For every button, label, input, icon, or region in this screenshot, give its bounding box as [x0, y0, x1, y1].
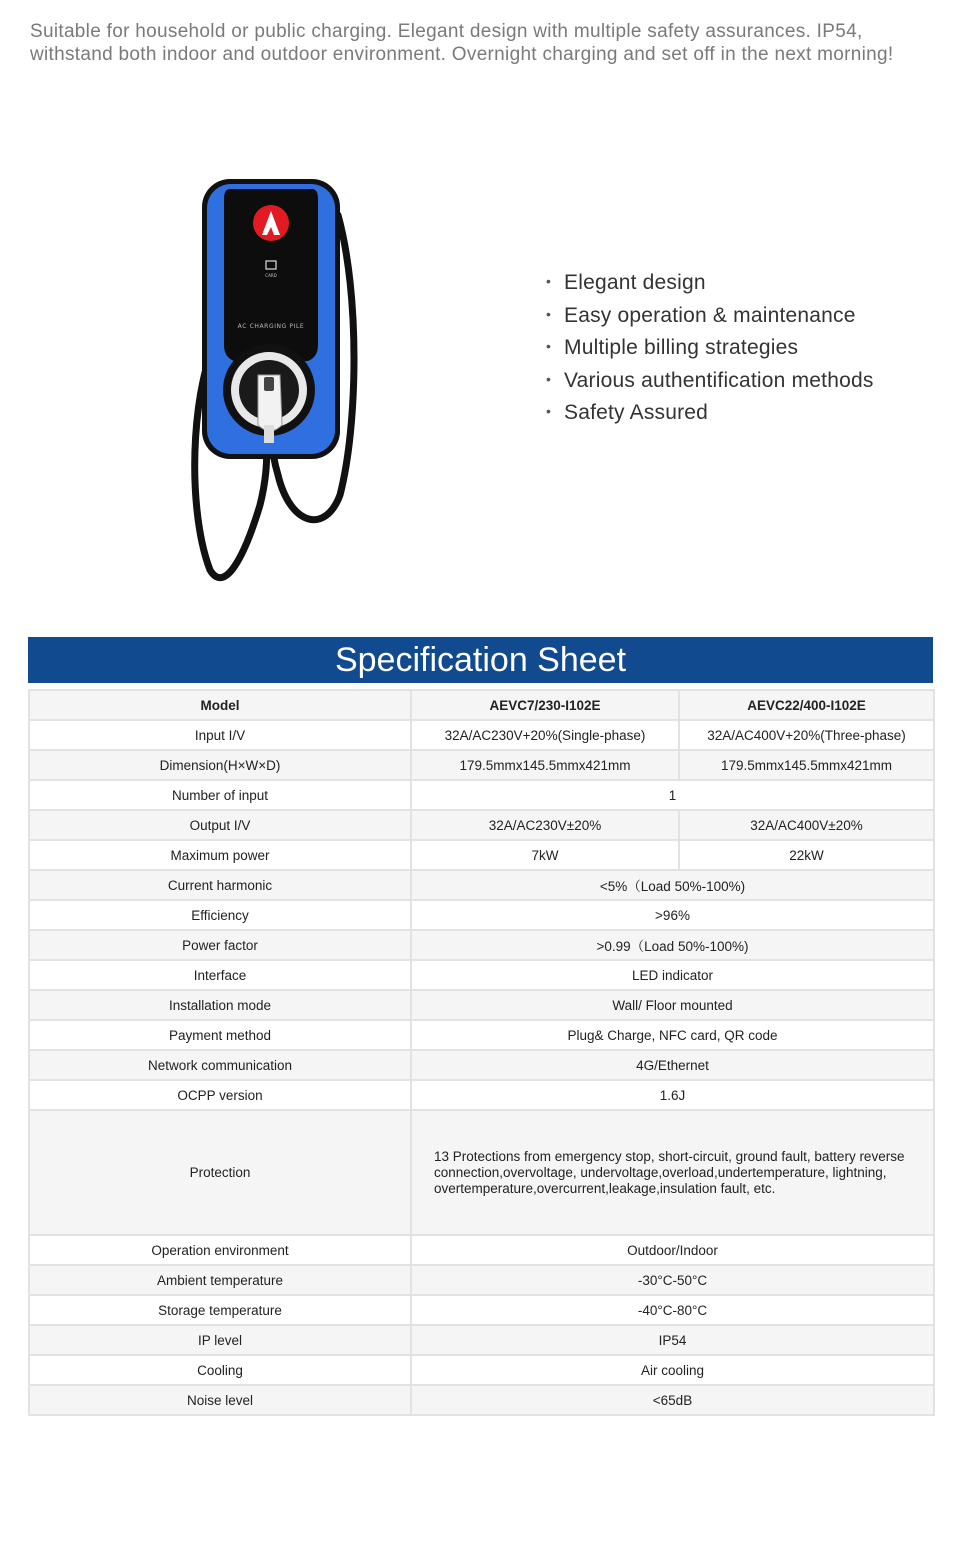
spec-cell: Power factor: [29, 930, 411, 960]
spec-cell: 179.5mmx145.5mmx421mm: [679, 750, 934, 780]
spec-cell: Protection: [29, 1110, 411, 1235]
spec-row: [29, 720, 934, 750]
feature-list: [546, 266, 874, 429]
spec-cell: Dimension(H×W×D): [29, 750, 411, 780]
spec-cell: 1.6J: [411, 1080, 934, 1110]
bullet-icon: •: [546, 273, 552, 289]
spec-row: [29, 1355, 934, 1385]
charger-image: [190, 175, 360, 585]
spec-cell: Efficiency: [29, 900, 411, 930]
spec-row: [29, 780, 934, 810]
bullet-icon: •: [546, 305, 552, 322]
spec-row: [29, 1050, 934, 1080]
spec-cell: -40°C-80°C: [411, 1295, 934, 1325]
spec-cell: 13 Protections from emergency stop, short-circuit, ground fault, battery reverse connection,overvoltage, undervoltage,overload,undertemperature, lightning, overtemperature,overcurrent,leakage,insulation fault, etc.: [411, 1110, 934, 1235]
spec-cell: Input I/V: [29, 720, 411, 750]
spec-row: [29, 990, 934, 1020]
spec-cell: 1: [411, 780, 934, 810]
spec-cell: 22kW: [679, 840, 934, 870]
spec-cell: OCPP version: [29, 1080, 411, 1110]
feature-text: Various authentification methods: [564, 368, 874, 392]
spec-row: [29, 810, 934, 840]
spec-cell: Interface: [29, 960, 411, 990]
spec-cell: Air cooling: [411, 1355, 934, 1385]
feature-item: [546, 331, 874, 364]
spec-cell: Installation mode: [29, 990, 411, 1020]
feature-text: Safety Assured: [564, 401, 709, 425]
spec-cell: AEVC22/400-I102E: [679, 690, 934, 720]
bullet-icon: •: [546, 370, 552, 387]
feature-item: [546, 396, 874, 429]
spec-row: [29, 1080, 934, 1110]
spec-cell: 32A/AC230V+20%(Single-phase): [411, 720, 679, 750]
bullet-icon: •: [546, 338, 552, 355]
spec-cell: Model: [29, 690, 411, 720]
spec-row: [29, 1020, 934, 1050]
spec-cell: -30°C-50°C: [411, 1265, 934, 1295]
spec-row: [29, 1325, 934, 1355]
spec-cell: 32A/AC230V±20%: [411, 810, 679, 840]
spec-row: [29, 870, 934, 900]
spec-cell: Plug& Charge, NFC card, QR code: [411, 1020, 934, 1050]
spec-cell: >96%: [411, 900, 934, 930]
spec-header-row: [29, 690, 934, 720]
spec-row: [29, 750, 934, 780]
spec-row: [29, 1295, 934, 1325]
spec-cell: Wall/ Floor mounted: [411, 990, 934, 1020]
spec-cell: >0.99（Load 50%-100%): [411, 930, 934, 960]
feature-text: Multiple billing strategies: [564, 336, 799, 360]
spec-row: [29, 960, 934, 990]
card-label: CARD: [265, 273, 277, 278]
feature-item: [546, 266, 874, 299]
spec-cell: LED indicator: [411, 960, 934, 990]
feature-text: Elegant design: [564, 271, 706, 294]
spec-cell: Number of input: [29, 780, 411, 810]
spec-table: [28, 689, 935, 1416]
spec-cell: 32A/AC400V+20%(Three-phase): [679, 720, 934, 750]
spec-cell: Network communication: [29, 1050, 411, 1080]
spec-cell: Outdoor/Indoor: [411, 1235, 934, 1265]
spec-cell: Payment method: [29, 1020, 411, 1050]
spec-cell: IP54: [411, 1325, 934, 1355]
spec-row: [29, 1265, 934, 1295]
spec-row: [29, 840, 934, 870]
spec-cell: 4G/Ethernet: [411, 1050, 934, 1080]
spec-cell: Ambient temperature: [29, 1265, 411, 1295]
spec-sheet-title: Specification Sheet: [28, 637, 933, 683]
spec-cell: Current harmonic: [29, 870, 411, 900]
spec-cell: 7kW: [411, 840, 679, 870]
panel-label: AC CHARGING PILE: [237, 323, 305, 330]
spec-cell: AEVC7/230-I102E: [411, 690, 679, 720]
feature-item: [546, 299, 874, 332]
bullet-icon: •: [546, 403, 552, 420]
spec-row: [29, 1235, 934, 1265]
spec-row: [29, 1110, 934, 1235]
spec-cell: <5%（Load 50%-100%): [411, 870, 934, 900]
spec-row: [29, 900, 934, 930]
spec-cell: <65dB: [411, 1385, 934, 1415]
spec-cell: Cooling: [29, 1355, 411, 1385]
spec-cell: Noise level: [29, 1385, 411, 1415]
spec-row: [29, 1385, 934, 1415]
spec-cell: Storage temperature: [29, 1295, 411, 1325]
spec-cell: Operation environment: [29, 1235, 411, 1265]
spec-cell: Output I/V: [29, 810, 411, 840]
feature-item: [546, 364, 874, 397]
spec-cell: 179.5mmx145.5mmx421mm: [411, 750, 679, 780]
intro-text: Suitable for household or public charging. Elegant design with multiple safety assurances. IP54, withstand both indoor and outdoor environment. Overnight charging and set off in the next morning!: [30, 21, 894, 65]
spec-cell: IP level: [29, 1325, 411, 1355]
spec-row: [29, 930, 934, 960]
feature-text: Easy operation & maintenance: [564, 303, 856, 327]
spec-cell: Maximum power: [29, 840, 411, 870]
spec-cell: 32A/AC400V±20%: [679, 810, 934, 840]
